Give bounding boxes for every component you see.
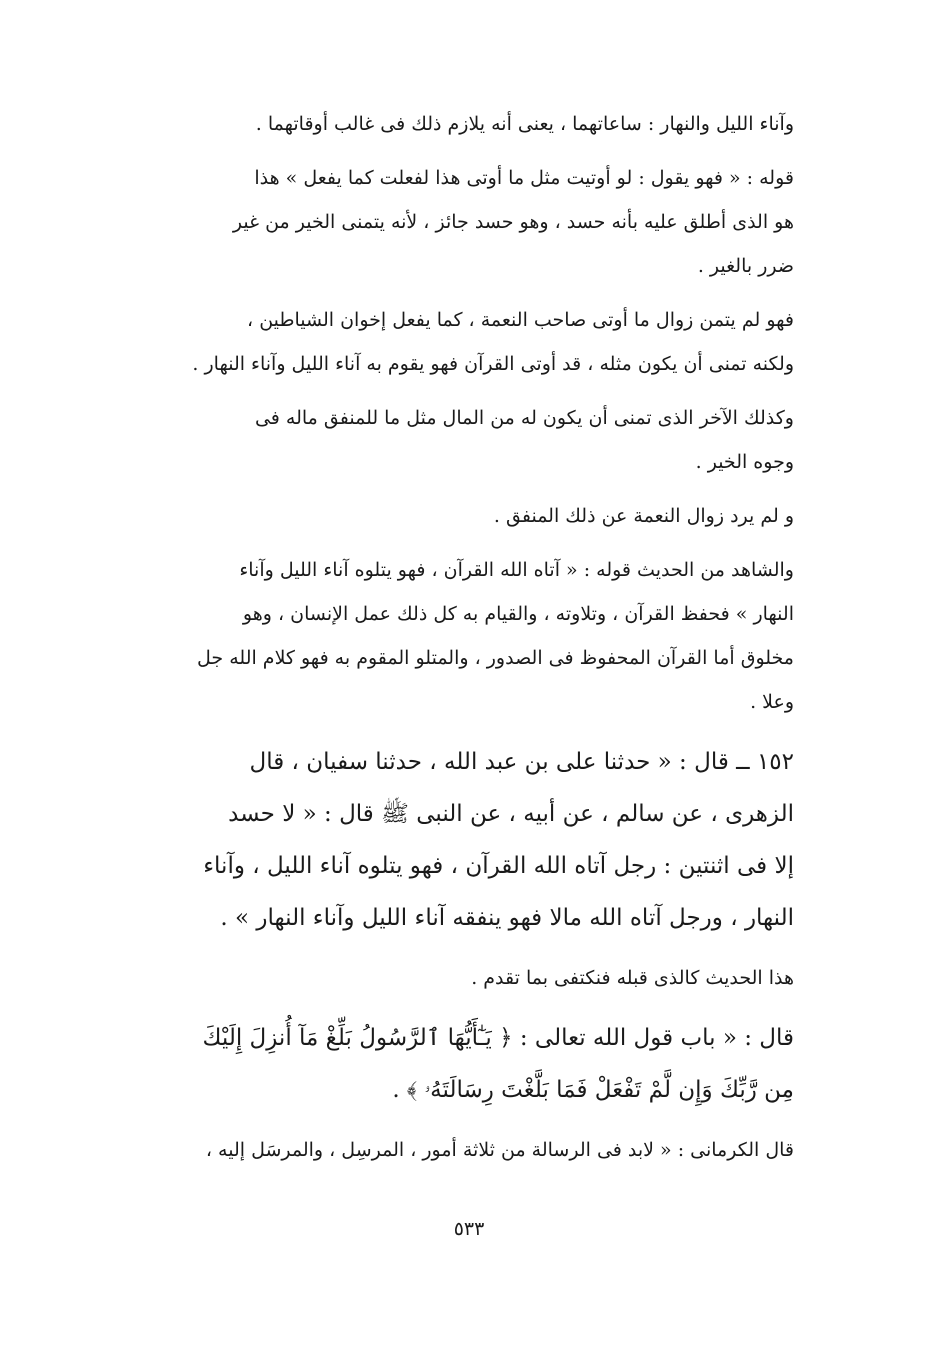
paragraph bbox=[130, 102, 820, 146]
text-line: مخلوق أما القرآن المحفوظ فى الصدور ، والمتلو المقوم به فهو كلام الله جل bbox=[197, 647, 794, 669]
text-line: الزهرى ، عن سالم ، عن أبيه ، عن النبى ﷺ قال : « لا حسد bbox=[228, 801, 794, 827]
text-line: هو الذى أطلق عليه بأنه حسد ، وهو حسد جائز ، لأنه يتمنى الخير من غير bbox=[232, 211, 794, 233]
paragraph bbox=[130, 1012, 820, 1116]
paragraph bbox=[130, 736, 820, 944]
text-line: ضرر بالغير . bbox=[697, 255, 794, 277]
text-line: ١٥٢ ــ قال : « حدثنا على بن عبد الله ، حدثنا سفيان ، قال bbox=[249, 749, 794, 775]
text-line: و لم يرد زوال النعمة عن ذلك المنفق . bbox=[493, 505, 794, 527]
text-line: وآناء الليل والنهار : ساعاتهما ، يعنى أنه يلازم ذلك فى غالب أوقاتهما . bbox=[255, 113, 794, 135]
body-text bbox=[130, 102, 820, 1172]
text-line: والشاهد من الحديث قوله : « آتاه الله القرآن ، فهو يتلوه آناء الليل وآناء bbox=[239, 559, 794, 581]
page-number: ٥٣٣ bbox=[453, 1218, 485, 1240]
text-line: النهار » فحفظ القرآن ، وتلاوته ، والقيام به كل ذلك عمل الإنسان ، وهو bbox=[242, 603, 794, 625]
text-line: قوله : « فهو يقول : لو أوتيت مثل ما أوتى هذا لفعلت كما يفعل » هذا bbox=[254, 167, 794, 189]
text-line: فهو لم يتمن زوال ما أوتى صاحب النعمة ، كما يفعل إخوان الشياطين ، bbox=[247, 309, 794, 331]
text-line: قال : « باب قول الله تعالى : ﴿ يَـٰٓأَيُّهَا ٱلرَّسُولُ بَلِّغْ مَآ أُنزِلَ إِلَيْكَ bbox=[202, 1025, 794, 1051]
text-line: هذا الحديث كالذى قبله فنكتفى بما تقدم . bbox=[471, 967, 794, 989]
text-line: قال الكرمانى : « لابد فى الرسالة من ثلاثة أمور ، المرسِل ، والمرسَل إليه ، bbox=[205, 1139, 794, 1161]
text-line: النهار ، ورجل آتاه الله مالا فهو ينفقه آناء الليل وآناء النهار » . bbox=[220, 905, 794, 931]
text-line: ولكنه تمنى أن يكون مثله ، قد أوتى القرآن فهو يقوم به آناء الليل وآناء النهار . bbox=[192, 353, 794, 375]
paragraph bbox=[130, 396, 820, 484]
paragraph bbox=[130, 298, 820, 386]
paragraph bbox=[130, 494, 820, 538]
text-line: إلا فى اثنتين : رجل آتاه الله القرآن ، فهو يتلوه آناء الليل ، وآناء bbox=[203, 853, 794, 879]
paragraph bbox=[130, 156, 820, 288]
paragraph bbox=[130, 548, 820, 724]
paragraph bbox=[130, 1128, 820, 1172]
text-line: وكذلك الآخر الذى تمنى أن يكون له من المال مثل ما للمنفق ماله فى bbox=[254, 407, 794, 429]
text-line: وعلا . bbox=[750, 691, 794, 713]
text-line: مِن رَّبِّكَ وَإِن لَّمْ تَفْعَلْ فَمَا بَلَّغْتَ رِسَالَتَهُۥ ﴾ . bbox=[392, 1077, 794, 1103]
text-line: وجوه الخير . bbox=[695, 451, 794, 473]
paragraph bbox=[130, 956, 820, 1000]
